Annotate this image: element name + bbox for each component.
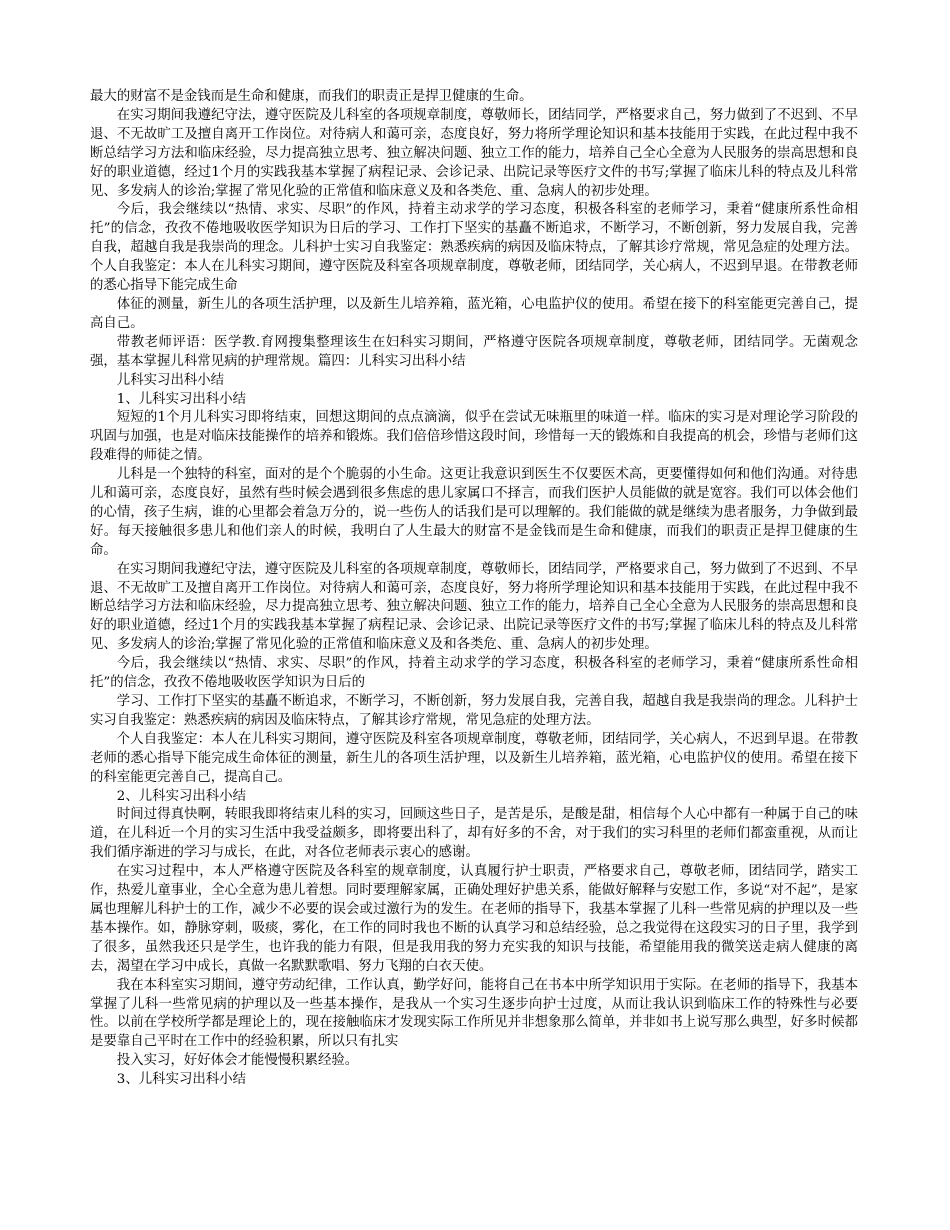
paragraph: 时间过得真快啊，转眼我即将结束儿科的实习，回顾这些日子，是苦是乐，是酸是甜，相信每个人心中都有一种属于自己的味道，在儿科近一个月的实习生活中我受益颇多，即将要出科了，却有好多的不舍，对于我们的实习科里的老师们都蛮重视，从而让我们循序渐进的学习与成长，在此，对各位老师表示衷心的感谢。 bbox=[90, 807, 858, 861]
paragraph: 在实习过程中，本人严格遵守医院及各科室的规章制度，认真履行护士职责，严格要求自己，尊敬老师，团结同学，踏实工作，热爱儿童事业，全心全意为患儿着想。同时要理解家属，正确处理好护患关系，能做好解释与安慰工作，多说“对不起”，是家属也理解儿科护士的工作，减少不必要的误会或过激行为的发生。在老师的指导下，我基本掌握了儿科一些常见病的护理以及一些基本操作。如，静脉穿刺，吸痰，雾化，在工作的同时我也不断的认真学习和总结经验，总之我觉得在这段实习的日子里，我学到了很多，虽然我还只是学生，也许我的能力有限，但是我用我的努力充实我的知识与技能，希望能用我的微笑送走病人健康的离去，渴望在学习中成长，真做一名默默歌唱、努力飞翔的白衣天使。 bbox=[90, 864, 858, 974]
paragraph: 短短的1个月儿科实习即将结束，回想这期间的点点滴滴，似乎在尝试无味瓶里的味道一样。临床的实习是对理论学习阶段的巩固与加强，也是对临床技能操作的培养和锻炼。我们倍倍珍惜这段时间，珍惜每一天的锻炼和自我提高的机会，珍惜与老师们这段难得的师徒之情。 bbox=[90, 410, 858, 464]
paragraph: 学习、工作打下坚实的基矗不断追求，不断学习，不断创新，努力发展自我，完善自我，超越自我是我崇尚的理念。儿科护士实习自我鉴定：熟悉疾病的病因及临床特点，了解其诊疗常规，常见急症的处理方法。 bbox=[90, 694, 858, 728]
paragraph: 体征的测量，新生儿的各项生活护理，以及新生儿培养箱，蓝光箱，心电监护仪的使用。希望在接下的科室能更完善自己，提高自己。 bbox=[90, 296, 858, 331]
section-heading: 1、儿科实习出科小结 bbox=[116, 391, 247, 407]
section-heading: 2、儿科实习出科小结 bbox=[116, 788, 247, 804]
paragraph: 今后，我会继续以“热情、求实、尽职”的作风，持着主动求学的学习态度，积极各科室的老师学习，秉着“健康所系性命相托”的信念，孜孜不倦地吸收医学知识为日后的学习、工作打下坚实的基矗不断追求，不断学习，不断创新，努力发展自我，完善自我，超越自我是我崇尚的理念。儿科护士实习自我鉴定：熟悉疾病的病因及临床特点，了解其诊疗常规，常见急症的处理方法。 个人自我鉴定：本人在儿科实习期间，遵守医院及科室各项规章制度，尊敬老师，团结同学，关心病人，不迟到早退。在带教老师的悉心指导下能完成生命 bbox=[90, 202, 858, 294]
paragraph: 在实习期间我遵纪守法，遵守医院及儿科室的各项规章制度，尊敬师长，团结同学，严格要求自己，努力做到了不迟到、不早退、不无故旷工及擅自离开工作岗位。对待病人和蔼可亲，态度良好，努力将所学理论知识和基本技能用于实践，在此过程中我不断总结学习方法和临床经验，尽力提高独立思考、独立解决问题、独立工作的能力，培养自己全心全意为人民服务的崇高思想和良好的职业道德，经过1个月的实践我基本掌握了病程记录、会诊记录、出院记录等医疗文件的书写;掌握了临床儿科的特点及儿科常见、多发病人的诊治;掌握了常见化验的正常值和临床意义及和各类危、重、急病人的初步处理。 bbox=[90, 107, 858, 199]
paragraph: 我在本科室实习期间，遵守劳动纪律，工作认真，勤学好问，能将自己在书本中所学知识用于实际。在老师的指导下，我基本掌握了儿科一些常见病的护理以及一些基本操作，是我从一个实习生逐步向护士过度，从而让我认识到临床工作的特殊性与必要性。以前在学校所学都是理论上的，现在接触临床才发现实际工作所见并非想象那么简单，并非如书上说写那么典型，好多时候都是要靠自己平时在工作中的经验积累，所以只有扎实 bbox=[90, 977, 858, 1050]
document-body bbox=[90, 88, 858, 1090]
paragraph: 个人自我鉴定：本人在儿科实习期间，遵守医院及科室各项规章制度，尊敬老师，团结同学，关心病人，不迟到早退。在带教老师的悉心指导下能完成生命体征的测量，新生儿的各项生活护理，以及新生儿培养箱，蓝光箱，心电监护仪的使用。希望在接下的科室能更完善自己，提高自己。 bbox=[90, 731, 858, 785]
paragraph: 带教老师评语：医学教.育网搜集整理该生在妇科实习期间，严格遵守医院各项规章制度，尊敬老师，团结同学。无菌观念强，基本掌握儿科常见病的护理常规。篇四：儿科实习出科小结 bbox=[90, 334, 858, 369]
paragraph: 最大的财富不是金钱而是生命和健康，而我们的职责正是捍卫健康的生命。 bbox=[90, 89, 533, 104]
paragraph: 投入实习，好好体会才能慢慢积累经验。 bbox=[116, 1053, 359, 1069]
section-heading: 儿科实习出科小结 bbox=[116, 372, 225, 388]
paragraph: 在实习期间我遵纪守法，遵守医院及儿科室的各项规章制度，尊敬师长，团结同学，严格要求自己，努力做到了不迟到、不早退、不无故旷工及擅自离开工作岗位。对待病人和蔼可亲，态度良好，努力将所学理论知识和基本技能用于实践，在此过程中我不断总结学习方法和临床经验，尽力提高独立思考、独立解决问题、独立工作的能力，培养自己全心全意为人民服务的崇高思想和良好的职业道德，经过1个月的实践我基本掌握了病程记录、会诊记录、出院记录等医疗文件的书写;掌握了临床儿科的特点及儿科常见、多发病人的诊治;掌握了常见化验的正常值和临床意义及和各类危、重、急病人的初步处理。 bbox=[90, 561, 858, 653]
paragraph: 今后，我会继续以“热情、求实、尽职”的作风，持着主动求学的学习态度，积极各科室的老师学习，秉着“健康所系性命相托”的信念，孜孜不倦地吸收医学知识为日后的 bbox=[90, 656, 858, 691]
section-heading: 3、儿科实习出科小结 bbox=[116, 1072, 247, 1088]
paragraph: 儿科是一个独特的科室，面对的是个个脆弱的小生命。这更让我意识到医生不仅要医术高，更要懂得如何和他们沟通。对待患儿和蔼可亲，态度良好，虽然有些时候会遇到很多焦虑的患儿家属口不择言，而我们医护人员能做的就是宽容。我们可以体会他们的心情，孩子生病，谁的心里都会着急万分的，说一些伤人的话我们是可以理解的。我们能做的就是继续为患者服务，力争做到最好。每天接触很多患儿和他们亲人的时候，我明白了人生最大的财富不是金钱而是生命和健康，而我们的职责正是捍卫健康的生命。 bbox=[90, 467, 858, 558]
